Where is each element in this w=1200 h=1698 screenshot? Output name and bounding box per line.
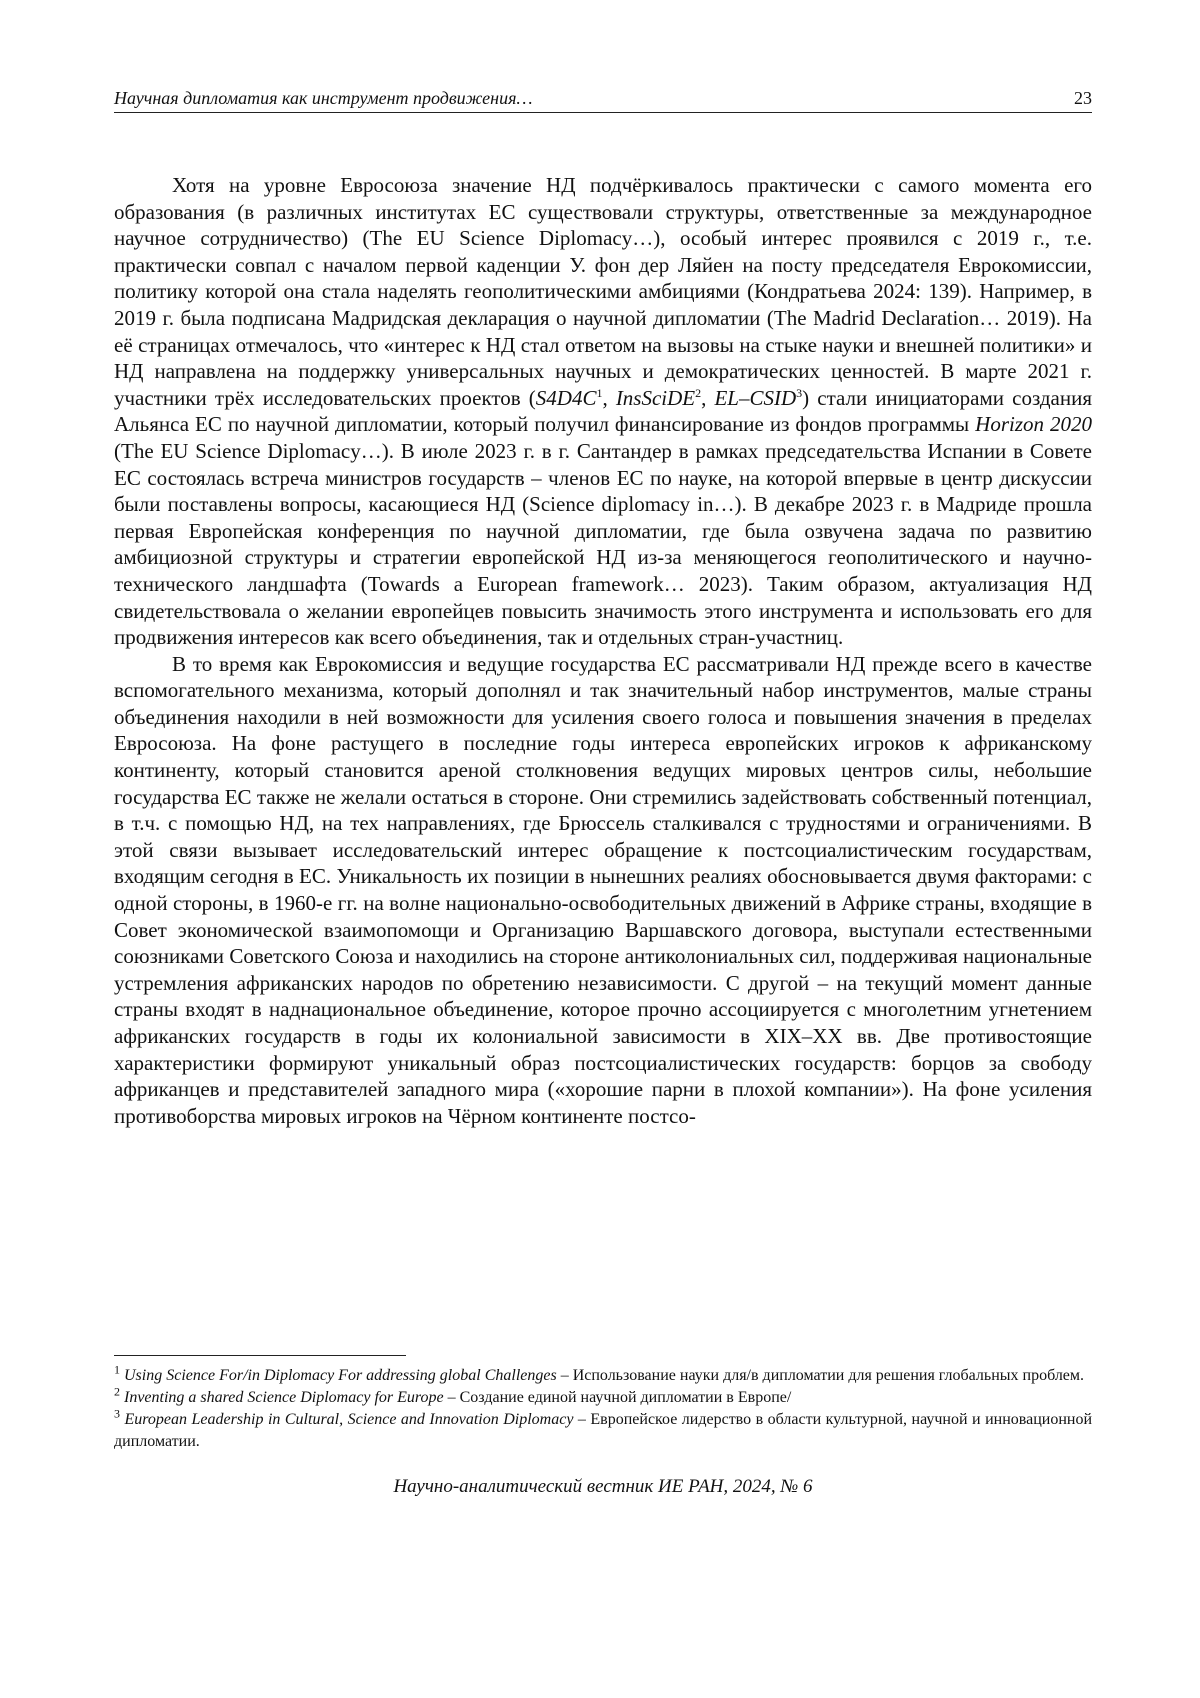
paragraph-2: В то время как Еврокомиссия и ведущие государства ЕС рассматривали НД прежде всего в качестве вспомогательного механизма, который дополнял и так значительный набор инструментов, малые страны объединения находили в ней возможности для усиления своего голоса и повышения значения в пределах Евросоюза. На фоне растущего в последние годы интереса европейских игроков к африканскому континенту, который становится ареной столкновения ведущих мировых центров силы, небольшие государства ЕС также не желали остаться в стороне. Они стремились задействовать собственный потенциал, в т.ч. с помощью НД, на тех направлениях, где Брюссель сталкивался с трудностями и ограничениями. В этой связи вызывает исследовательский интерес обращение к постсоциалистическим государствам, входящим сегодня в ЕС. Уникальность их позиции в нынешних реалиях обосновывается двумя факторами: с одной стороны, в 1960-е гг. на волне национально-освободительных движений в Африке страны, входящие в Совет экономической взаимопомощи и Организацию Варшавского договора, выступали естественными союзниками Советского Союза и находились на стороне антиколониальных сил, поддерживая национальные устремления африканских народов по обретению независимости. С другой – на текущий момент данные страны входят в наднациональное объединение, которое прочно ассоциируется с многолетним угнетением африканских государств в годы их колониальной зависимости в XIX–XX вв. Две противостоящие характеристики формируют уникальный образ постсоциалистических государств: борцов за свободу африканцев и представителей западного мира («хорошие парни в плохой компании»). На фоне усиления противоборства мировых игроков на Чёрном континенте постсо- (114, 651, 1092, 1128)
running-header (114, 84, 1092, 113)
footnote-title: European Leadership in Cultural, Science and Innovation Diplomacy (124, 1411, 574, 1428)
paragraph-1-text-c: (The EU Science Diplomacy…). В июле 2023 г. в г. Сантандер в рамках председательства Испании в Совете ЕС состоялась встреча министров государств – членов ЕС по науке, на которой впервые в центр дискуссии были поставлены вопросы, касающиеся НД (Science diplomacy in…). В декабре 2023 г. в Мадриде прошла первая Европейская конференция по научной дипломатии, где была озвучена задача по развитию амбициозной структуры и стратегии европейской НД из-за меняющегося геополитического и научно-технического ландшафта (Towards a European framework… 2023). Таким образом, актуализация НД свидетельствовала о желании европейцев повысить значимость этого инструмента и использовать его для продвижения интересов как всего объединения, так и отдельных стран-участниц. (114, 438, 1092, 650)
footnote-ref-1: 1 (596, 385, 603, 400)
paragraph-1 (114, 172, 1092, 651)
project-s4d4c: S4D4C (535, 385, 597, 410)
paragraph-1-text-b: ) стали инициаторами создания Альянса ЕС по научной дипломатии, который получил финансирование из фондов программы (114, 385, 1092, 437)
footnote-text: – Создание единой научной дипломатии в Европе/ (443, 1389, 792, 1406)
page-number: 23 (1074, 88, 1092, 108)
project-el-csid: EL–CSID (714, 385, 797, 410)
project-insscide: InsSciDE (615, 385, 696, 410)
separator-2: , (701, 385, 715, 410)
article-body (114, 172, 1092, 1129)
footnote-ref-3: 3 (796, 385, 803, 400)
footnote-2 (114, 1384, 1092, 1409)
separator-1: , (602, 385, 616, 410)
footnote-3 (114, 1406, 1093, 1453)
journal-footer: Научно-аналитический вестник ИЕ РАН, 2024, № 6 (393, 1476, 813, 1497)
footnote-number: 3 (114, 1406, 120, 1421)
footnote-number: 1 (114, 1362, 120, 1377)
footnotes (114, 1362, 1093, 1453)
footnote-text: – Европейское лидерство в области культурной, научной и инновационной дипломатии. (114, 1411, 1093, 1450)
footnote-1 (114, 1362, 1092, 1387)
paragraph-1-text-a: Хотя на уровне Евросоюза значение НД подчёркивалось практически с самого момента его образования (в различных институтах ЕС существовали структуры, ответственные за международное научное сотрудничество) (The EU Science Diplomacy…), особый интерес проявился с 2019 г., т.е. практически совпал с началом первой каденции У. фон дер Ляйен на посту председателя Еврокомиссии, политику которой она стала наделять геополитическими амбициями (Кондратьева 2024: 139). Например, в 2019 г. была подписана Мадридская декларация о научной дипломатии (The Madrid Declaration… 2019). На её страницах отмечалось, что «интерес к НД стал ответом на вызовы на стыке науки и внешней политики» и НД направлена на поддержку универсальных научных и демократических ценностей. В марте 2021 г. участники трёх исследовательских проектов ( (114, 173, 1092, 410)
footnote-number: 2 (114, 1384, 120, 1399)
footnote-ref-2: 2 (695, 385, 702, 400)
footnote-text: – Использование науки для/в дипломатии для решения глобальных проблем. (556, 1367, 1085, 1384)
footnote-title: Inventing a shared Science Diplomacy for Europe (124, 1389, 444, 1406)
footnote-title: Using Science For/in Diplomacy For addressing global Challenges (124, 1367, 557, 1384)
program-horizon-2020: Horizon 2020 (975, 412, 1092, 437)
running-title: Научная дипломатия как инструмент продвижения… (114, 88, 533, 108)
footnote-separator (114, 1355, 406, 1356)
